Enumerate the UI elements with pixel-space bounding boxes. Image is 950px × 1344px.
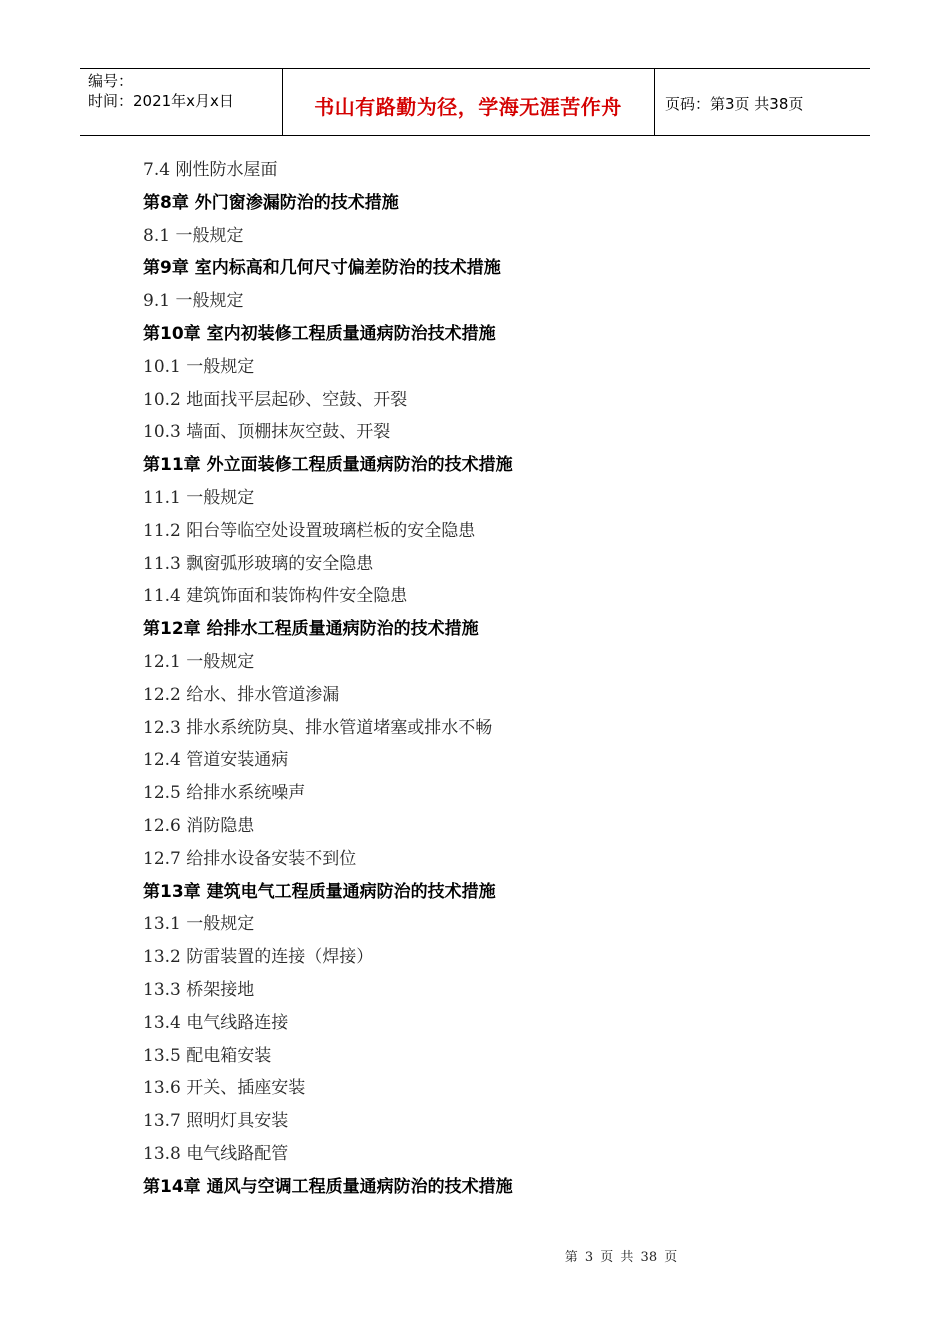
toc-section-entry: 12.1 一般规定: [143, 651, 255, 672]
toc-section-entry: 13.5 配电箱安装: [143, 1045, 272, 1066]
toc-section-entry: 13.1 一般规定: [143, 914, 255, 935]
document-time-label: 时间：2021年x月x日: [88, 92, 234, 110]
toc-section-entry: 10.1 一般规定: [143, 356, 255, 377]
table-of-contents: [143, 154, 513, 1204]
toc-section-entry: 12.3 排水系统防臭、排水管道堵塞或排水不畅: [143, 717, 493, 738]
toc-section-entry: 12.7 给排水设备安装不到位: [143, 848, 357, 869]
toc-section-entry: 13.7 照明灯具安装: [143, 1111, 289, 1132]
toc-section-entry: 11.1 一般规定: [143, 487, 255, 508]
toc-section-entry: 10.2 地面找平层起砂、空鼓、开裂: [143, 389, 408, 410]
toc-section-entry: 13.6 开关、插座安装: [143, 1078, 306, 1099]
toc-section-entry: 8.1 一般规定: [143, 225, 244, 246]
document-number-label: 编号：: [88, 72, 134, 90]
toc-chapter-heading: 第13章 建筑电气工程质量通病防治的技术措施: [143, 881, 496, 902]
toc-chapter-heading: 第8章 外门窗渗漏防治的技术措施: [143, 192, 399, 213]
toc-chapter-heading: 第12章 给排水工程质量通病防治的技术措施: [143, 619, 479, 640]
header-meta: [88, 71, 234, 111]
page-footer: 第 3 页 共 38 页: [564, 1250, 678, 1265]
toc-section-entry: 9.1 一般规定: [143, 291, 244, 312]
toc-section-entry: 12.5 给排水系统噪声: [143, 783, 306, 804]
toc-section-entry: 11.2 阳台等临空处设置玻璃栏板的安全隐患: [143, 520, 476, 541]
toc-section-entry: 11.4 建筑饰面和装饰构件安全隐患: [143, 586, 408, 607]
toc-chapter-heading: 第9章 室内标高和几何尺寸偏差防治的技术措施: [143, 258, 501, 279]
header-divider: [654, 69, 655, 136]
header-page-info: 页码：第3页 共38页: [665, 95, 804, 113]
toc-section-entry: 12.2 给水、排水管道渗漏: [143, 684, 340, 705]
page-header: [80, 68, 870, 136]
toc-section-entry: 13.3 桥架接地: [143, 979, 255, 1000]
toc-section-entry: 13.8 电气线路配管: [143, 1143, 289, 1164]
header-motto: 书山有路勤为径，学海无涯苦作舟: [314, 95, 622, 119]
toc-section-entry: 13.2 防雷装置的连接（焊接）: [143, 947, 374, 968]
toc-chapter-heading: 第14章 通风与空调工程质量通病防治的技术措施: [143, 1176, 513, 1197]
toc-section-entry: 10.3 墙面、顶棚抹灰空鼓、开裂: [143, 422, 391, 443]
toc-section-entry: 11.3 飘窗弧形玻璃的安全隐患: [143, 553, 374, 574]
toc-section-entry: 7.4 刚性防水屋面: [143, 160, 278, 180]
toc-section-entry: 12.4 管道安装通病: [143, 750, 289, 771]
toc-section-entry: 12.6 消防隐患: [143, 815, 255, 836]
toc-chapter-heading: 第10章 室内初装修工程质量通病防治技术措施: [143, 323, 496, 344]
toc-section-entry: 13.4 电气线路连接: [143, 1012, 289, 1033]
toc-chapter-heading: 第11章 外立面装修工程质量通病防治的技术措施: [143, 455, 513, 476]
